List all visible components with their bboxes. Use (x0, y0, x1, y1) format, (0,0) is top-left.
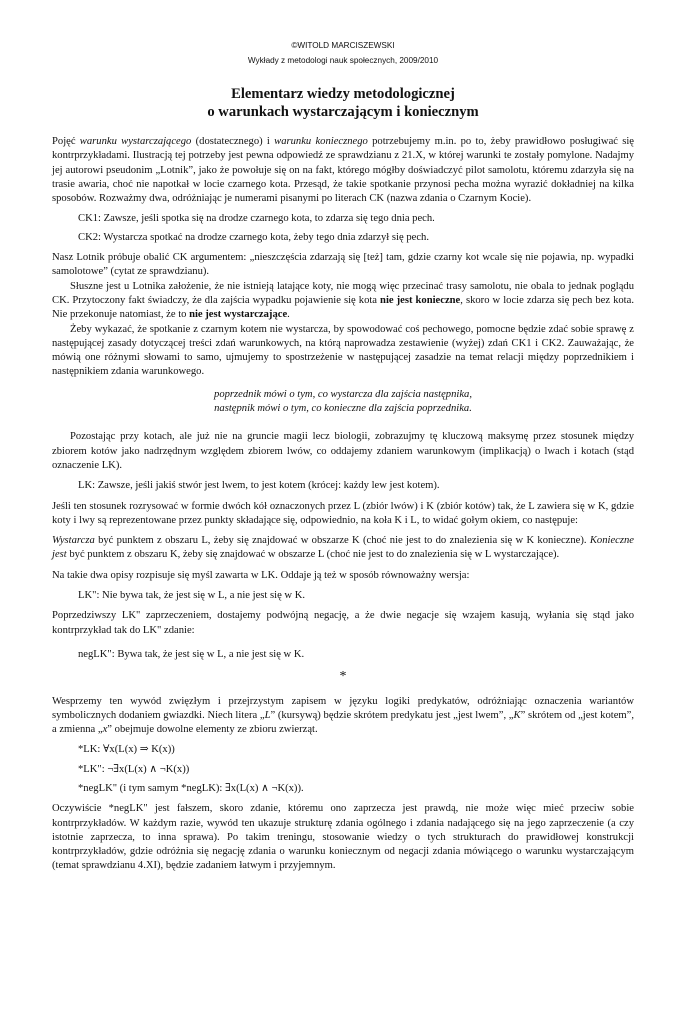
text-run: być punktem z obszaru L, żeby się znajdować w obszarze K (choć nie jest to do znalezienia się w K konieczne). (94, 535, 590, 547)
text-run: (dostatecznego) i (191, 136, 275, 147)
emphasis-text: warunku koniecznego (274, 136, 368, 147)
document-title (52, 85, 634, 121)
course-subtitle: Wykłady z metodologi nauk społecznych, 2009/2010 (247, 56, 439, 65)
formula-neglk: *negLK" (i tym samym *negLK): ∃x(L(x) ∧ ¬K(x)). (78, 782, 304, 794)
text-run: Pojęć (52, 136, 80, 147)
statement-ck1: CK1: Zawsze, jeśli spotka się na drodze czarnego kota, to zdarza się tego dnia pech. (78, 213, 435, 225)
emphasis-text: Wystarcza (52, 535, 95, 547)
emphasis-text: Konieczne jest (52, 535, 634, 561)
emphasis-text: L (264, 709, 271, 721)
emphasis-text: warunku wystarczającego (79, 136, 192, 147)
text-run: Wesprzemy ten wywód zwięzłym i przejrzystym zapisem w języku logiki predykatów, odróżniając oznaczenia wariantów symbolicznych dodaniem gwiazdki. Niech litera „ (52, 695, 634, 721)
text-run: być punktem z obszaru K, żeby się znajdować w obszarze L (choć nie jest to do znalezienia się w L wystarczające). (66, 549, 560, 561)
statement-lk: LK: Zawsze, jeśli jakiś stwór jest lwem, to jest kotem (krócej: każdy lew jest kotem). (78, 480, 440, 492)
title-line-2: o warunkach wystarczającym i koniecznym (207, 104, 479, 120)
statement-ck2: CK2: Wystarcza spotkać na drodze czarnego kota, żeby tego dnia zdarzył się pech. (78, 231, 429, 243)
text-run: ” skrótem od „jest kotem”, a zmienna „ (52, 709, 634, 736)
emphasis-text: x (102, 724, 108, 736)
paragraph-versions: Na takie dwa opisy rozpisuje się myśl zawarta w LK. Oddaje ją też w sposób równoważny wersja: (52, 569, 470, 581)
paragraph-conditions (52, 534, 634, 563)
text-run: ” obejmuje dowolne elementy ze zbioru zwierząt. (107, 724, 318, 736)
text-run: potrzebujemy m.in. po to, żeby prawidłowo posługiwać się kontrprzykładami. Ilustracją tej potrzeby jest pewna odpowiedź ze sprawdzianu z 21.X, w której warunki te zostały pomylone. Nadajmy jej autorowi pseudonim „Lotnik”, jako że powołuje się on na fakt, którego mógłby doświadczyć pilot samolotu, któremu zdarzyła się na trasie awaria, choć nie napotkał w locie czarnego kota. Przesąd, że takie spotkanie przynosi pecha można wyrazić dokładniej na kilka sposobów. Rozważmy dwa, odróżniając je numerami pisanymi po literach CK (nazwa zdania o Czarnym Kocie). (52, 136, 635, 205)
paragraph-principle: Żeby wykazać, że spotkanie z czarnym kotem nie wystarcza, by spowodować coś pechowego, pomocne będzie zdać sobie sprawę z następującej zasady dotyczącej treści zdań warunkowych, na którą naprowadza zestawienie (wyżej) zdań CK1 i CK2. Zauważając, że mówią one różnymi słowami to samo, ujmujemy to spostrzeżenie w następującej zasadzie na temat relacji między poprzednikiem i następnikiem zdania warunkowego. (52, 323, 634, 378)
text-run: . (287, 309, 290, 321)
statement-neglk: negLK": Bywa tak, że jest się w L, a nie jest się w K. (78, 648, 305, 660)
quote-line-2: następnik mówi o tym, co konieczne dla zajścia poprzednika. (214, 403, 472, 415)
emphasis-text: K (513, 709, 521, 721)
bold-text: nie jest wystarczające (189, 309, 288, 321)
paragraph-intro (52, 135, 634, 206)
text-run: , skoro w locie zdarza się pech bez kota. Nie przekonuje natomiast, że to (52, 294, 634, 321)
text-run: ” (kursywą) będzie skrótem predykatu jest „jest lwem”, „ (270, 709, 514, 721)
paragraph-conclusion: Oczywiście *negLK" jest fałszem, skoro zdanie, któremu ono zaprzecza jest prawdą, nie może więc mieć przeciw sobie kontrprzykładów. W każdym razie, wywód ten ukazuje strukturę zdania ogólnego i zdania nadającego się na jego zaprzeczenie (a czy istotnie zaprzecza, to inna sprawa). Po takim treningu, stosowanie wiedzy o tych strukturach do prawidłowej konstrukcji kontrprzykładów, gdzie odróżnia się negację zdania o warunku koniecznym od negacji zdania mówiącego o warunku wystarczającym (temat sprawdzianu 4.XI), będzie zadaniem łatwym i przyjemnym. (52, 803, 634, 872)
paragraph-negation: Poprzedziwszy LK" zaprzeczeniem, dostajemy podwójną negację, a że dwie negacje się wzajem kasują, wyłania się stąd jako kontrprzykład tak do LK" zdanie: (52, 610, 634, 636)
paragraph-lotnik: Nasz Lotnik próbuje obalić CK argumentem: „nieszczęścia zdarzają się [też] tam, gdzie czarny kot wcale się nie pojawia, np. wypadki samolotowe” (cytat ze sprawdzianu). (52, 252, 634, 278)
paragraph-circles: Jeśli ten stosunek rozrysować w formie dwóch kół oznaczonych przez L (zbiór lwów) i K (zbiór kotów) tak, że L zawiera się w K, gdzie koty i lwy są reprezentowane przez punkty składające się, odpowiednio, na koła K i L, to widać gołym okiem, co następuje: (52, 500, 634, 526)
quote-line-1: poprzednik mówi o tym, co wystarcza dla zajścia następnika, (214, 388, 472, 400)
document-page (52, 40, 634, 874)
paragraph-biology: Pozostając przy kotach, ale już nie na gruncie magii lecz biologii, zobrazujmy tę kluczową maksymę przez stosunek między zbiorem kotów jako nadrzędnym względem zbiorem lwów, co oddajemy zdaniem warunkowym (implikacją) o lwach i kotach (stąd oznaczenie LK). (52, 431, 634, 471)
statement-lk-double: LK": Nie bywa tak, że jest się w L, a nie jest się w K. (78, 590, 306, 602)
title-line-1: Elementarz wiedzy metodologicznej (231, 86, 455, 102)
section-separator: * (339, 669, 347, 685)
text-run: Słuszne jest u Lotnika założenie, że nie istnieją latające koty, nie mogą więc przecinać trasy samolotu, nie obala to jednak poglądu CK. Przytoczony fakt świadczy, że dla zajścia wypadku pojawienie się kota (52, 280, 634, 306)
paragraph-argument (52, 280, 634, 323)
bold-text: nie jest konieczne (380, 294, 461, 306)
formula-lk-double: *LK": ¬∃x(L(x) ∧ ¬K(x)) (78, 763, 190, 775)
copyright-header: ©WITOLD MARCISZEWSKI (291, 41, 395, 50)
paragraph-logic (52, 695, 634, 738)
principle-quote (52, 388, 634, 417)
formula-lk: *LK: ∀x(L(x) ⇒ K(x)) (78, 744, 175, 756)
